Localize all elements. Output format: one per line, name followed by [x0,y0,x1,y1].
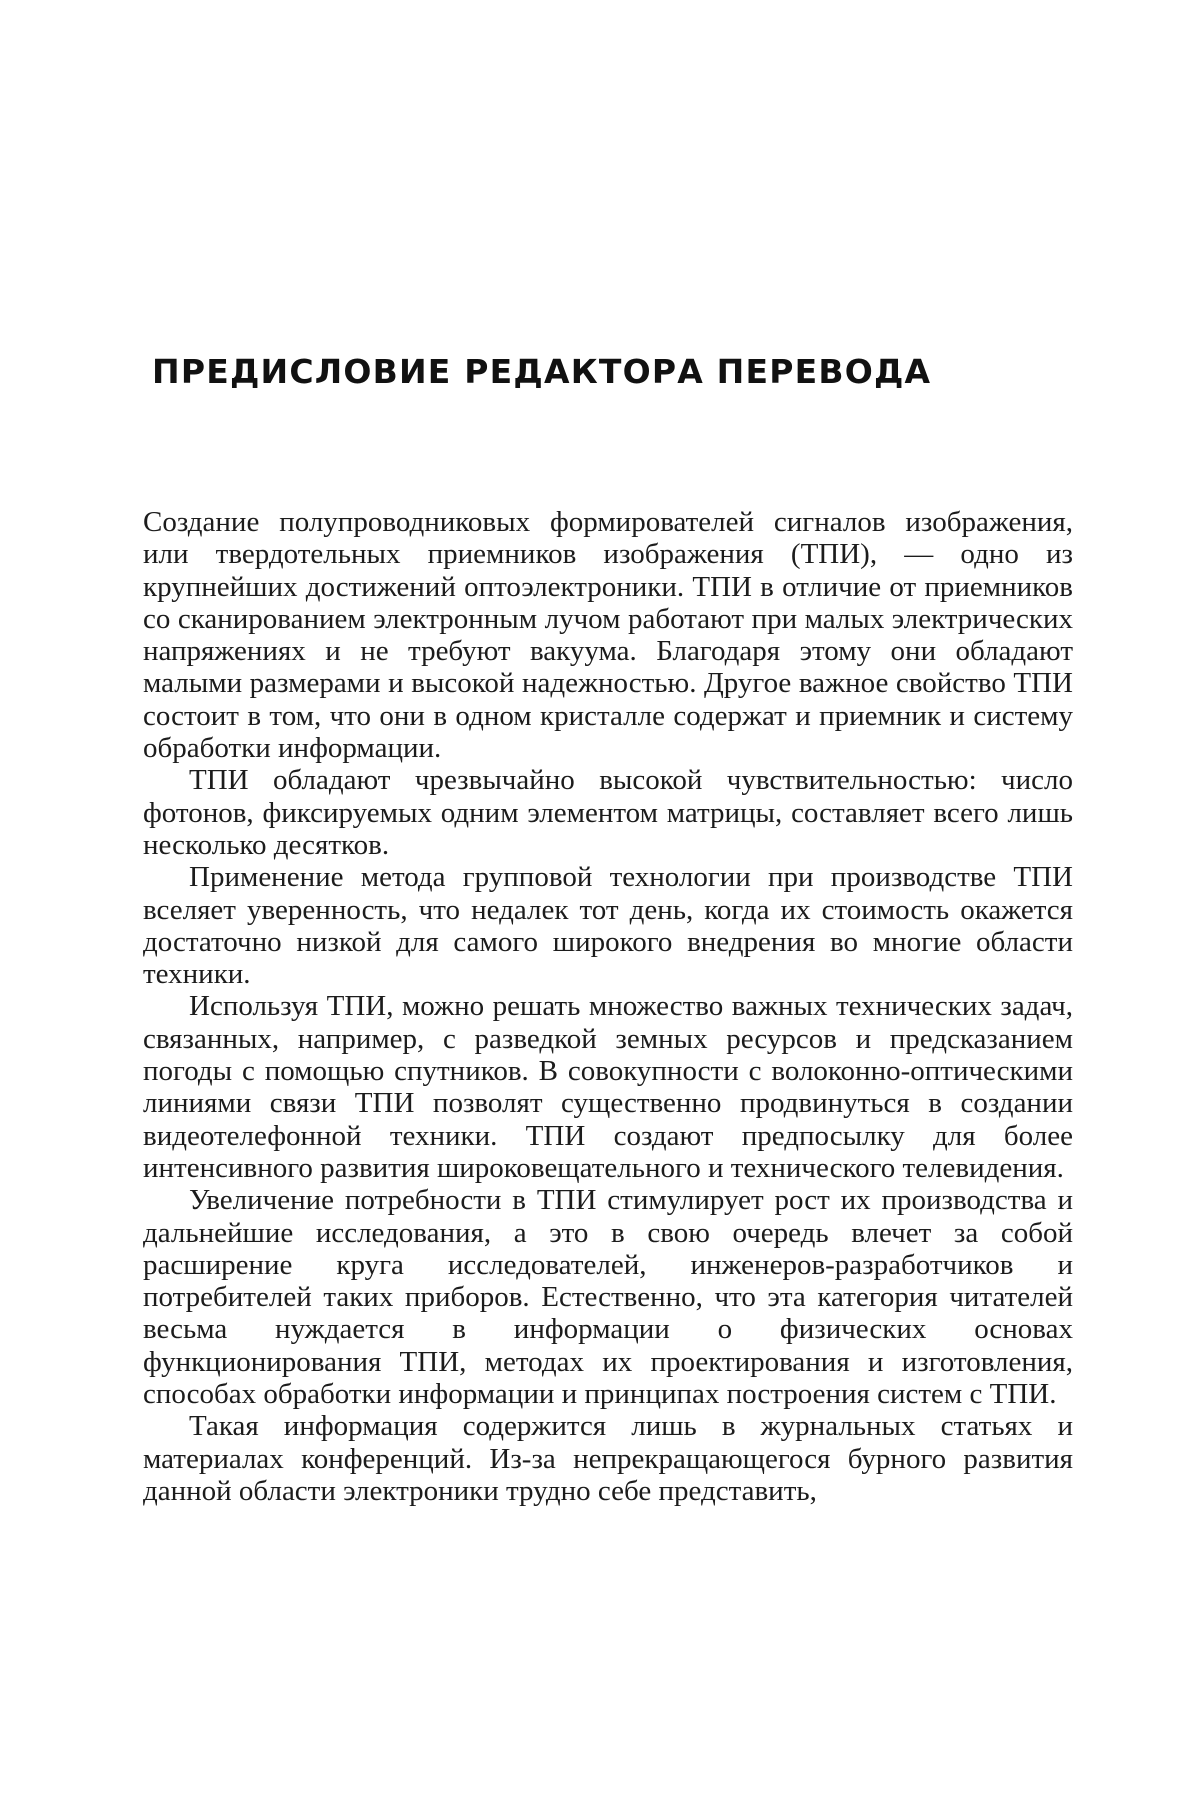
book-page [0,0,1200,1800]
paragraph: Применение метода групповой технологии при производстве ТПИ вселяет уверенность, что недалек тот день, когда их стоимость окажется достаточно низкой для самого широкого внедрения во многие области техники. [143,861,1073,990]
chapter-heading: ПРЕДИСЛОВИЕ РЕДАКТОРА ПЕРЕВОДА [152,352,1072,391]
paragraph: Увеличение потребности в ТПИ стимулирует рост их производства и дальнейшие исследования, а это в свою очередь влечет за собой расширение круга исследователей, инженеров-разработчиков и потребителей таких приборов. Естественно, что эта категория читателей весьма нуждается в информации о физических основах функционирования ТПИ, методах их проектирования и изготовления, способах обработки информации и принципах построения систем с ТПИ. [143,1184,1073,1410]
paragraph: ТПИ обладают чрезвычайно высокой чувствительностью: число фотонов, фиксируемых одним элементом матрицы, составляет всего лишь несколько десятков. [143,764,1073,861]
paragraph: Такая информация содержится лишь в журнальных статьях и материалах конференций. Из-за непрекращающегося бурного развития данной области электроники трудно себе представить, [143,1410,1073,1507]
paragraph: Создание полупроводниковых формирователей сигналов изображения, или твердотельных приемников изображения (ТПИ), — одно из крупнейших достижений оптоэлектроники. ТПИ в отличие от приемников со сканированием электронным лучом работают при малых электрических напряжениях и не требуют вакуума. Благодаря этому они обладают малыми размерами и высокой надежностью. Другое важное свойство ТПИ состоит в том, что они в одном кристалле содержат и приемник и систему обработки информации. [143,506,1073,764]
paragraph: Используя ТПИ, можно решать множество важных технических задач, связанных, например, с разведкой земных ресурсов и предсказанием погоды с помощью спутников. В совокупности с волоконно-оптическими линиями связи ТПИ позволят существенно продвинуться в создании видеотелефонной техники. ТПИ создают предпосылку для более интенсивного развития широковещательного и технического телевидения. [143,990,1073,1184]
body-text [143,506,1073,1507]
